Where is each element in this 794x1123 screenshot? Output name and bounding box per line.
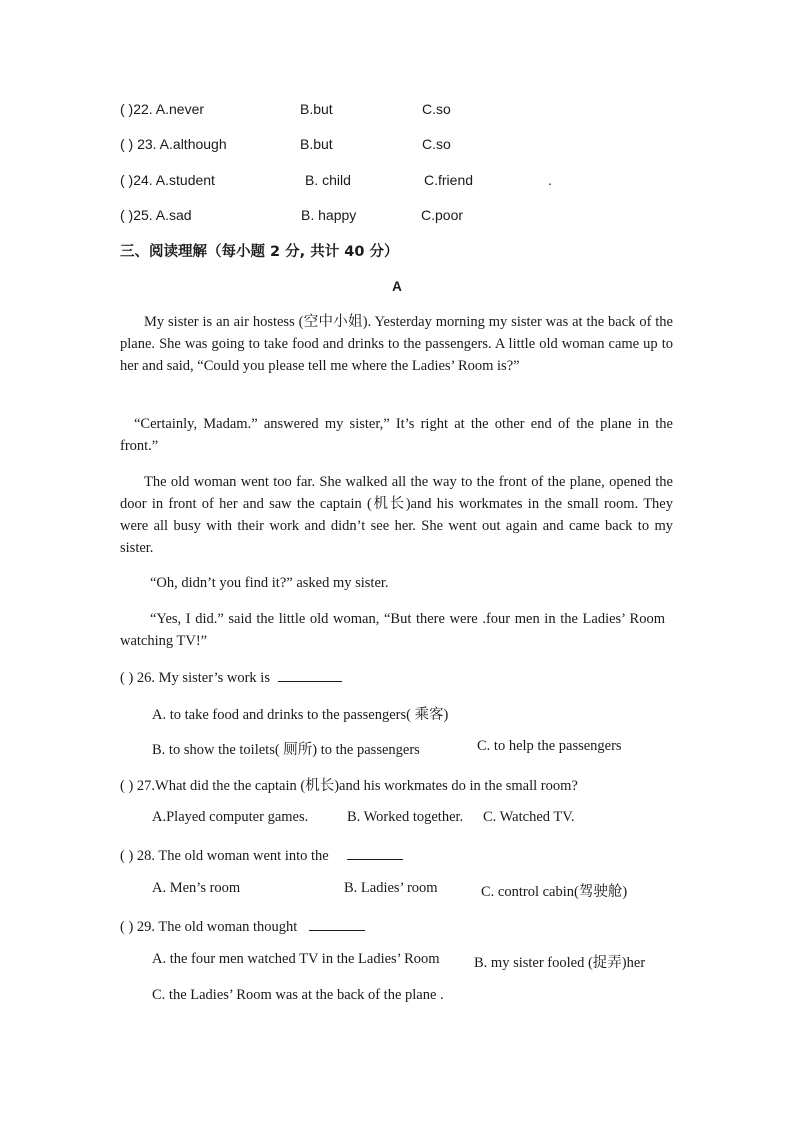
question-stem: ( ) 29. The old woman thought [120, 919, 298, 935]
answer-blank[interactable] [278, 667, 342, 682]
question-27-option-b: B. Worked together. [347, 809, 464, 825]
cloze-number: ( )22. A.never [120, 101, 205, 117]
question-stem: ( ) 28. The old woman went into the [120, 848, 329, 864]
question-26-option-b: B. to show the toilets( 厕所) to the passengers [152, 742, 420, 758]
question-29-option-b: B. my sister fooled (捉弄)her [474, 955, 646, 971]
cloze-option-b: B. happy [301, 207, 357, 223]
passage-paragraph-5-text: “Yes, I did.” said the little old woman, “But there were .four men in the Ladies’ Room watching TV!” [120, 611, 665, 649]
question-28-option-b: B. Ladies’ room [344, 880, 438, 896]
cloze-option-b: B.but [300, 136, 333, 152]
passage-paragraph-2: “Certainly, Madam.” answered my sister,” It’s right at the other end of the plane in the front.” [120, 416, 673, 454]
passage-paragraph-5 [120, 608, 665, 652]
question-27: ( ) 27.What did the the captain (机长)and his workmates do in the small room? [120, 778, 578, 794]
question-26-option-a: A. to take food and drinks to the passengers( 乘客) [152, 707, 449, 723]
question-26-option-c: C. to help the passengers [477, 738, 622, 754]
passage-paragraph-1: My sister is an air hostess (空中小姐). Yesterday morning my sister was at the back of the plane. She was going to take food and drinks to the passengers. A little old woman came up to her and said, “Could you please tell me where the Ladies’ Room is?” [120, 314, 673, 374]
cloze-option-c: C.friend [424, 172, 474, 188]
answer-blank[interactable] [309, 916, 365, 931]
question-29-option-c: C. the Ladies’ Room was at the back of the plane . [152, 987, 444, 1003]
cloze-number: ( ) 23. A.although [120, 136, 227, 152]
cloze-option-c: C.so [422, 136, 451, 152]
question-28-option-a: A. Men’s room [152, 880, 241, 896]
cloze-number: ( )25. A.sad [120, 207, 192, 223]
passage-paragraph-4: “Oh, didn’t you find it?” asked my sister. [150, 575, 389, 591]
question-26 [120, 667, 342, 687]
question-27-option-c: C. Watched TV. [483, 809, 575, 825]
cloze-option-b: B.but [300, 101, 333, 117]
answer-blank[interactable] [347, 845, 403, 860]
question-29-option-a: A. the four men watched TV in the Ladies’ Room [152, 951, 440, 967]
question-stem: ( ) 26. My sister’s work is [120, 670, 270, 686]
question-27-option-a: A.Played computer games. [152, 809, 309, 825]
question-29 [120, 916, 365, 936]
passage-label: A [392, 279, 402, 294]
section-heading: 三、阅读理解（每小题 2 分, 共计 40 分） [120, 244, 399, 260]
passage-paragraph-3: The old woman went too far. She walked all the way to the front of the plane, opened the door in front of her and saw the captain (机长)and his workmates in the small room. They were all busy with their work and didn’t see her. She went out again and came back to my sister. [120, 474, 673, 556]
question-28-option-c: C. control cabin(驾驶舱) [481, 884, 628, 900]
cloze-option-b: B. child [305, 172, 351, 188]
cloze-trailing-mark: . [548, 172, 552, 188]
cloze-option-c: C.so [422, 101, 451, 117]
question-28 [120, 845, 403, 865]
cloze-number: ( )24. A.student [120, 172, 215, 188]
cloze-option-c: C.poor [421, 207, 464, 223]
